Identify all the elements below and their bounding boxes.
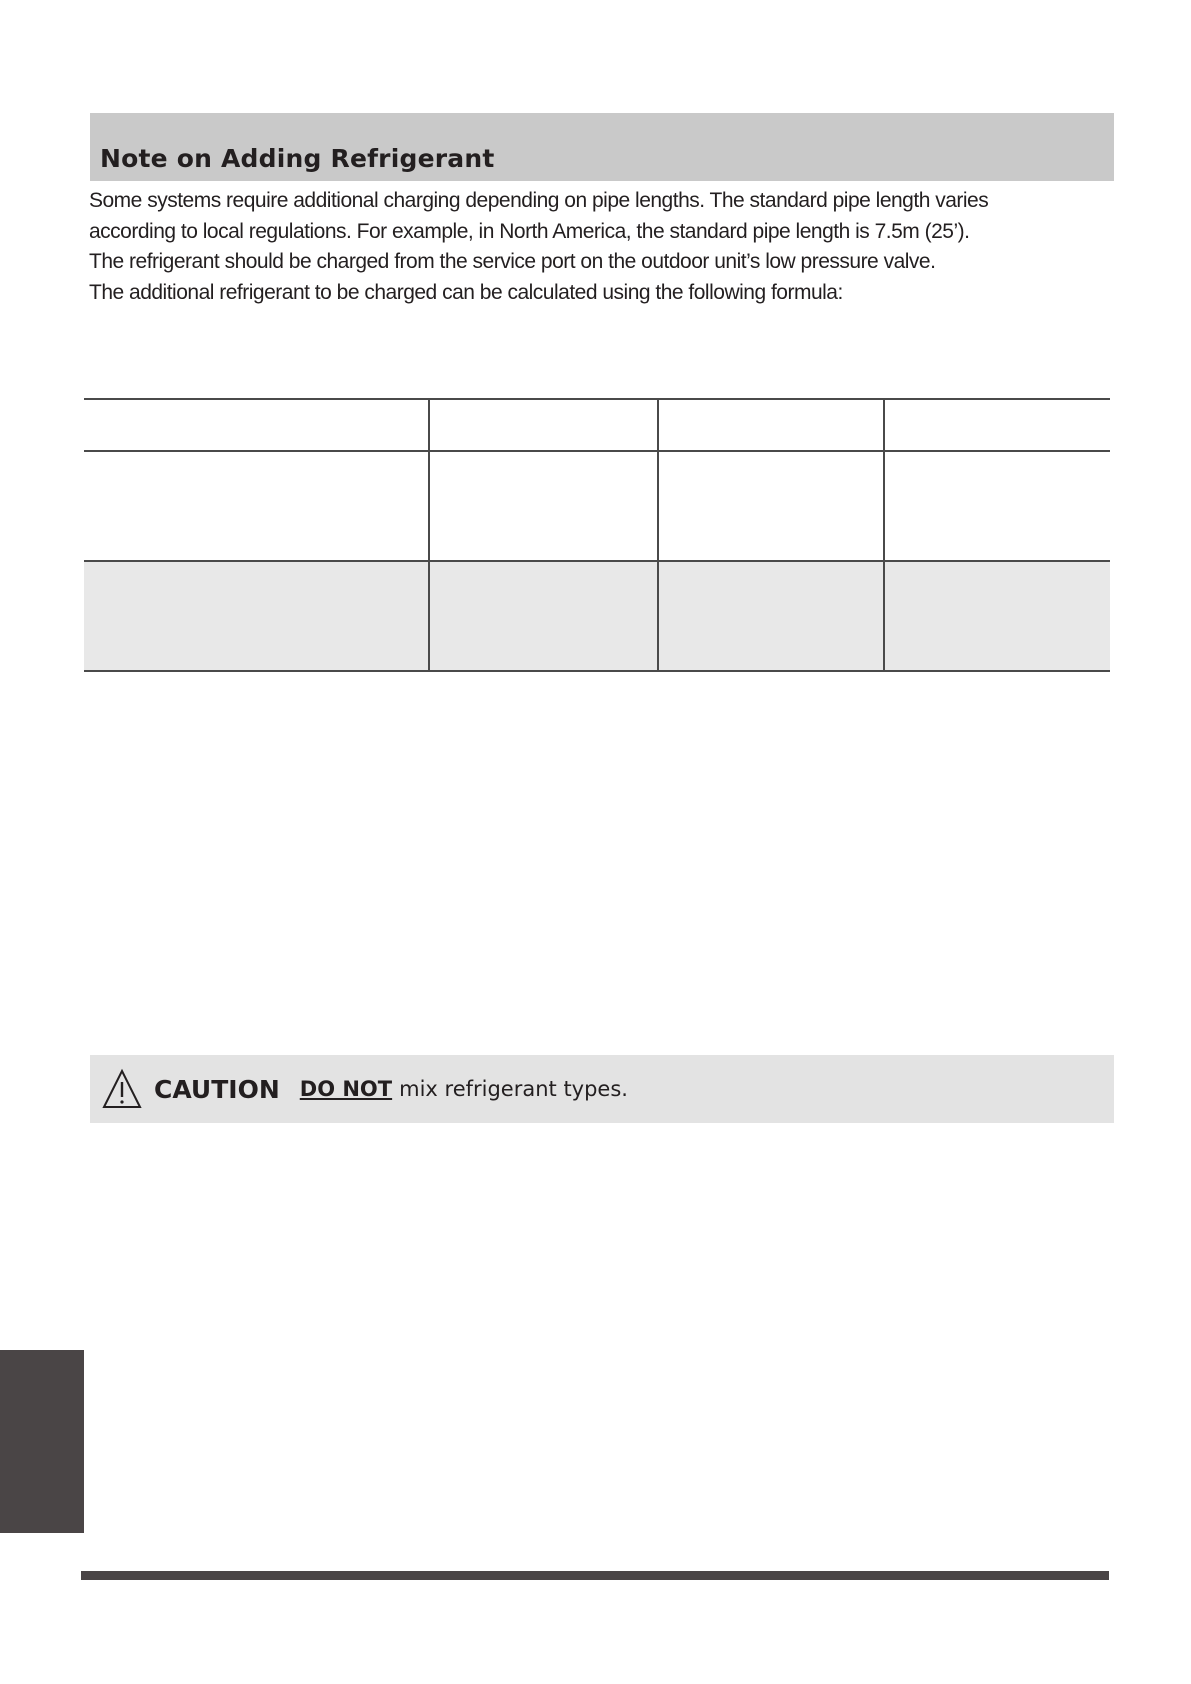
table-cell [84,561,429,671]
caution-text: mix refrigerant types. [399,1077,628,1101]
table-row [84,451,1110,561]
refrigerant-charge-table [84,398,1110,672]
table-cell [658,561,884,671]
intro-line: The additional refrigerant to be charged can be calculated using the following formula: [89,280,843,304]
table-cell [429,561,658,671]
table-header-cell [884,399,1110,451]
section-header [90,113,1114,181]
warning-triangle-icon [102,1068,142,1110]
table-header-cell [84,399,429,451]
footer-rule [81,1571,1109,1580]
caution-label: CAUTION [154,1074,280,1104]
intro-paragraph [89,186,1119,308]
table-cell [84,451,429,561]
table-header-cell [429,399,658,451]
table-cell [884,451,1110,561]
table-header-row [84,399,1110,451]
side-section-tab [0,1350,84,1533]
table-header-cell [658,399,884,451]
table-cell [658,451,884,561]
section-title: Note on Adding Refrigerant [100,144,495,173]
table-cell [884,561,1110,671]
caution-banner [90,1055,1114,1123]
intro-line: The refrigerant should be charged from the service port on the outdoor unit’s low pressure valve. [89,250,936,273]
table-row [84,561,1110,671]
caution-emphasis: DO NOT [299,1077,393,1101]
table-cell [429,451,658,561]
intro-line: Some systems require additional charging depending on pipe lengths. The standard pipe length varies [89,189,989,212]
intro-line: according to local regulations. For example, in North America, the standard pipe length is 7.5m (25’). [89,219,970,243]
